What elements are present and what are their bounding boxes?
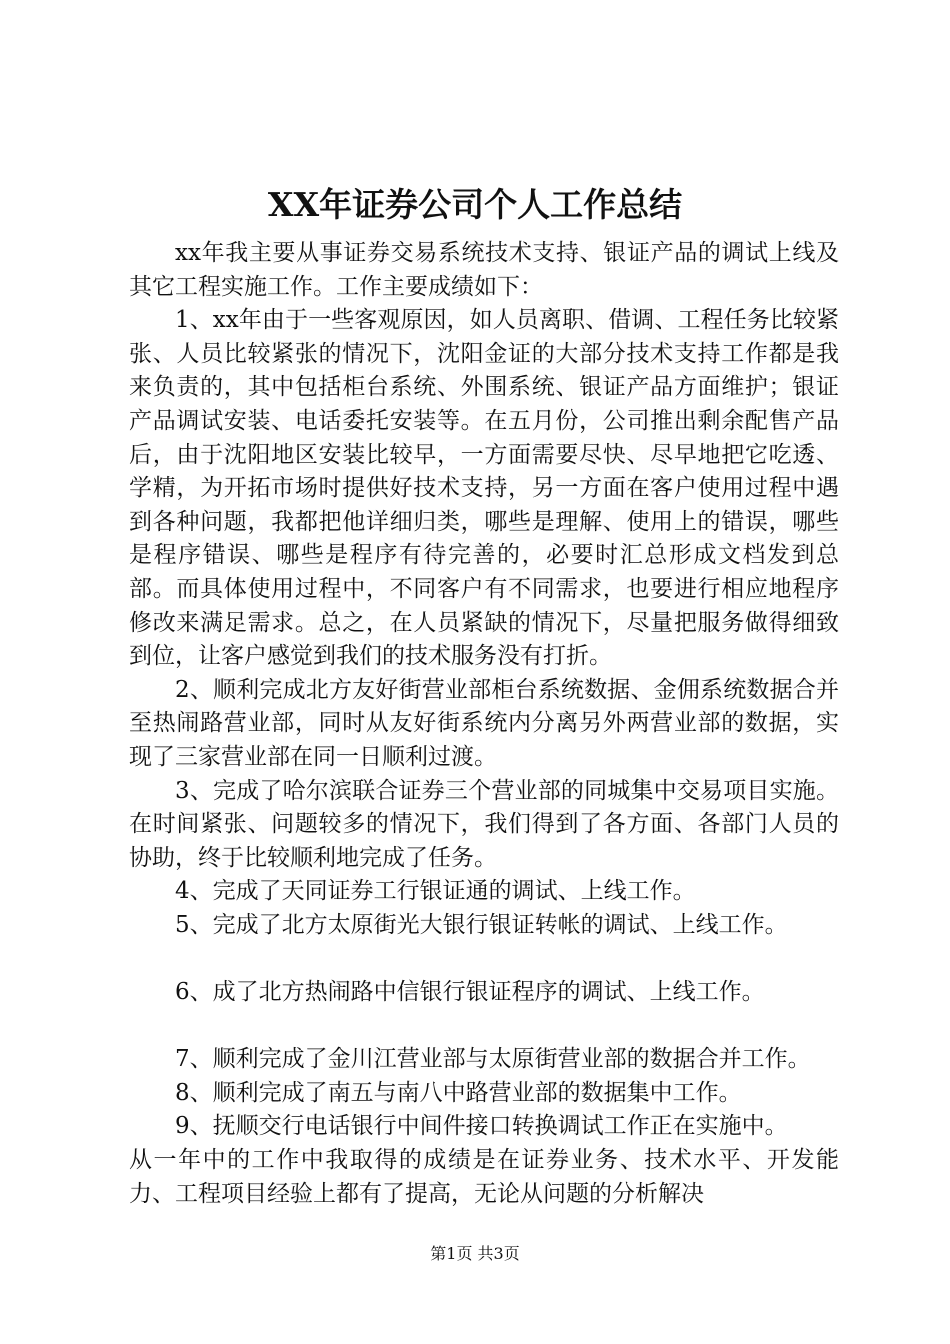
list-item-1: 1、xx年由于一些客观原因，如人员离职、借调、工程任务比较紧张、人员比较紧张的情况下，沈阳金证的大部分技术支持工作都是我来负责的，其中包括柜台系统、外围系统、银证产品方面维护；银证产品调试安装、电话委托安装等。在五月份，公司推出剩余配售产品后，由于沈阳地区安装比较早，一方面需要尽快、尽早地把它吃透、学精，为开拓市场时提供好技术支持，另一方面在客户使用过程中遇到各种问题，我都把他详细归类，哪些是理解、使用上的错误，哪些是程序错误、哪些是程序有待完善的，必要时汇总形成文档发到总部。而具体使用过程中，不同客户有不同需求，也要进行相应地程序修改来满足需求。总之，在人员紧缺的情况下，尽量把服务做得细致到位，让客户感觉到我们的技术服务没有打折。 (129, 307, 839, 670)
list-item-7: 7、顺利完成了金川江营业部与太原街营业部的数据合并工作。 (175, 1046, 811, 1073)
list-item-6: 6、成了北方热闹路中信银行银证程序的调试、上线工作。 (175, 979, 765, 1006)
list-item-4: 4、完成了天同证券工行银证通的调试、上线工作。 (175, 878, 696, 905)
list-item-5: 5、完成了北方太原街光大银行银证转帐的调试、上线工作。 (175, 911, 788, 938)
list-item-2: 2、顺利完成北方友好街营业部柜台系统数据、金佣系统数据合并至热闹路营业部，同时从友好街系统内分离另外两营业部的数据，实现了三家营业部在同一日顺利过渡。 (129, 676, 839, 770)
page-title: XX年证券公司个人工作总结 (267, 185, 683, 224)
list-item-8: 8、顺利完成了南五与南八中路营业部的数据集中工作。 (175, 1079, 742, 1106)
summary-paragraph: 从一年中的工作中我取得的成绩是在证券业务、技术水平、开发能力、工程项目经验上都有了提高，无论从问题的分析解决 (129, 1147, 839, 1207)
list-item-3: 3、完成了哈尔滨联合证券三个营业部的同城集中交易项目实施。在时间紧张、问题较多的情况下，我们得到了各方面、各部门人员的协助，终于比较顺利地完成了任务。 (129, 777, 839, 871)
list-item-9: 9、抚顺交行电话银行中间件接口转换调试工作正在实施中。 (175, 1113, 788, 1140)
page-number: 第1页 共3页 (430, 1244, 520, 1263)
intro-paragraph: xx年我主要从事证券交易系统技术支持、银证产品的调试上线及其它工程实施工作。工作主要成绩如下： (129, 240, 839, 300)
document-body (129, 237, 839, 1211)
